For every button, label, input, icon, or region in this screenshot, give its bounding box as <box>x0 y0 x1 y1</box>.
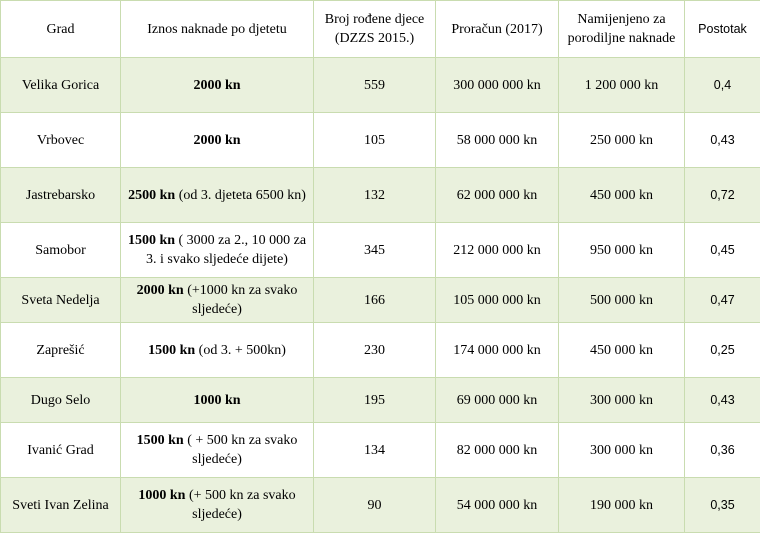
cell-grad: Dugo Selo <box>1 378 121 423</box>
table-row <box>1 278 760 323</box>
cell-postotak: 0,43 <box>685 378 760 423</box>
cell-iznos-note: (od 3. + 500kn) <box>195 343 286 358</box>
cell-grad: Jastrebarsko <box>1 168 121 223</box>
cell-broj: 90 <box>314 478 436 533</box>
cell-namijenjeno: 300 000 kn <box>559 423 685 478</box>
cell-postotak: 0,43 <box>685 113 760 168</box>
header-namijenjeno: Namijenjeno za porodiljne naknade <box>559 1 685 58</box>
cell-iznos-amount: 1000 kn <box>138 488 185 503</box>
table-row <box>1 423 760 478</box>
cell-proracun: 174 000 000 kn <box>436 323 559 378</box>
cell-proracun: 300 000 000 kn <box>436 58 559 113</box>
cell-iznos <box>121 168 314 223</box>
cell-iznos-amount: 1500 kn <box>128 233 175 248</box>
table-row <box>1 378 760 423</box>
cell-proracun: 105 000 000 kn <box>436 278 559 323</box>
cell-broj: 559 <box>314 58 436 113</box>
cell-namijenjeno: 250 000 kn <box>559 113 685 168</box>
cell-postotak: 0,36 <box>685 423 760 478</box>
cell-iznos <box>121 378 314 423</box>
cell-broj: 105 <box>314 113 436 168</box>
cell-grad: Zaprešić <box>1 323 121 378</box>
cell-namijenjeno: 1 200 000 kn <box>559 58 685 113</box>
cell-iznos-amount: 1500 kn <box>137 433 184 448</box>
cell-iznos-amount: 2000 kn <box>193 133 240 148</box>
cell-proracun: 54 000 000 kn <box>436 478 559 533</box>
header-broj: Broj rođene djece (DZZS 2015.) <box>314 1 436 58</box>
cell-iznos <box>121 113 314 168</box>
cell-iznos-note: ( 3000 za 2., 10 000 za 3. i svako sljedeće dijete) <box>146 233 306 267</box>
header-row <box>1 1 760 58</box>
table-row <box>1 223 760 278</box>
header-iznos: Iznos naknade po djetetu <box>121 1 314 58</box>
cell-broj: 134 <box>314 423 436 478</box>
header-grad: Grad <box>1 1 121 58</box>
cell-iznos-amount: 2000 kn <box>137 283 184 298</box>
cell-postotak: 0,45 <box>685 223 760 278</box>
cell-proracun: 69 000 000 kn <box>436 378 559 423</box>
cell-iznos <box>121 323 314 378</box>
cell-grad: Samobor <box>1 223 121 278</box>
cell-postotak: 0,47 <box>685 278 760 323</box>
cell-proracun: 62 000 000 kn <box>436 168 559 223</box>
cell-iznos-amount: 1500 kn <box>148 343 195 358</box>
cell-broj: 195 <box>314 378 436 423</box>
table-row <box>1 323 760 378</box>
cell-grad: Velika Gorica <box>1 58 121 113</box>
header-postotak: Postotak <box>685 1 760 58</box>
cell-broj: 345 <box>314 223 436 278</box>
cell-iznos <box>121 58 314 113</box>
cell-postotak: 0,25 <box>685 323 760 378</box>
cell-proracun: 212 000 000 kn <box>436 223 559 278</box>
cell-iznos-note: (+ 500 kn za svako sljedeće) <box>185 488 295 522</box>
cell-postotak: 0,4 <box>685 58 760 113</box>
cell-proracun: 58 000 000 kn <box>436 113 559 168</box>
cell-grad: Vrbovec <box>1 113 121 168</box>
cell-postotak: 0,72 <box>685 168 760 223</box>
header-proracun: Proračun (2017) <box>436 1 559 58</box>
table-row <box>1 168 760 223</box>
cell-grad: Sveti Ivan Zelina <box>1 478 121 533</box>
cell-namijenjeno: 950 000 kn <box>559 223 685 278</box>
table-row <box>1 113 760 168</box>
cell-iznos <box>121 223 314 278</box>
cell-iznos <box>121 478 314 533</box>
cell-namijenjeno: 500 000 kn <box>559 278 685 323</box>
cell-iznos-amount: 1000 kn <box>193 393 240 408</box>
table-row <box>1 58 760 113</box>
cell-broj: 230 <box>314 323 436 378</box>
cell-namijenjeno: 190 000 kn <box>559 478 685 533</box>
cell-grad: Sveta Nedelja <box>1 278 121 323</box>
cell-iznos-note: (od 3. djeteta 6500 kn) <box>175 188 306 203</box>
cell-namijenjeno: 300 000 kn <box>559 378 685 423</box>
cell-namijenjeno: 450 000 kn <box>559 168 685 223</box>
table-row <box>1 478 760 533</box>
cell-iznos <box>121 423 314 478</box>
cell-iznos-note: (+1000 kn za svako sljedeće) <box>184 283 298 317</box>
cell-broj: 132 <box>314 168 436 223</box>
cell-iznos <box>121 278 314 323</box>
cell-broj: 166 <box>314 278 436 323</box>
cell-postotak: 0,35 <box>685 478 760 533</box>
cell-grad: Ivanić Grad <box>1 423 121 478</box>
cell-iznos-amount: 2000 kn <box>193 78 240 93</box>
cell-iznos-amount: 2500 kn <box>128 188 175 203</box>
cell-namijenjeno: 450 000 kn <box>559 323 685 378</box>
cell-iznos-note: ( + 500 kn za svako sljedeće) <box>184 433 298 467</box>
cell-proracun: 82 000 000 kn <box>436 423 559 478</box>
